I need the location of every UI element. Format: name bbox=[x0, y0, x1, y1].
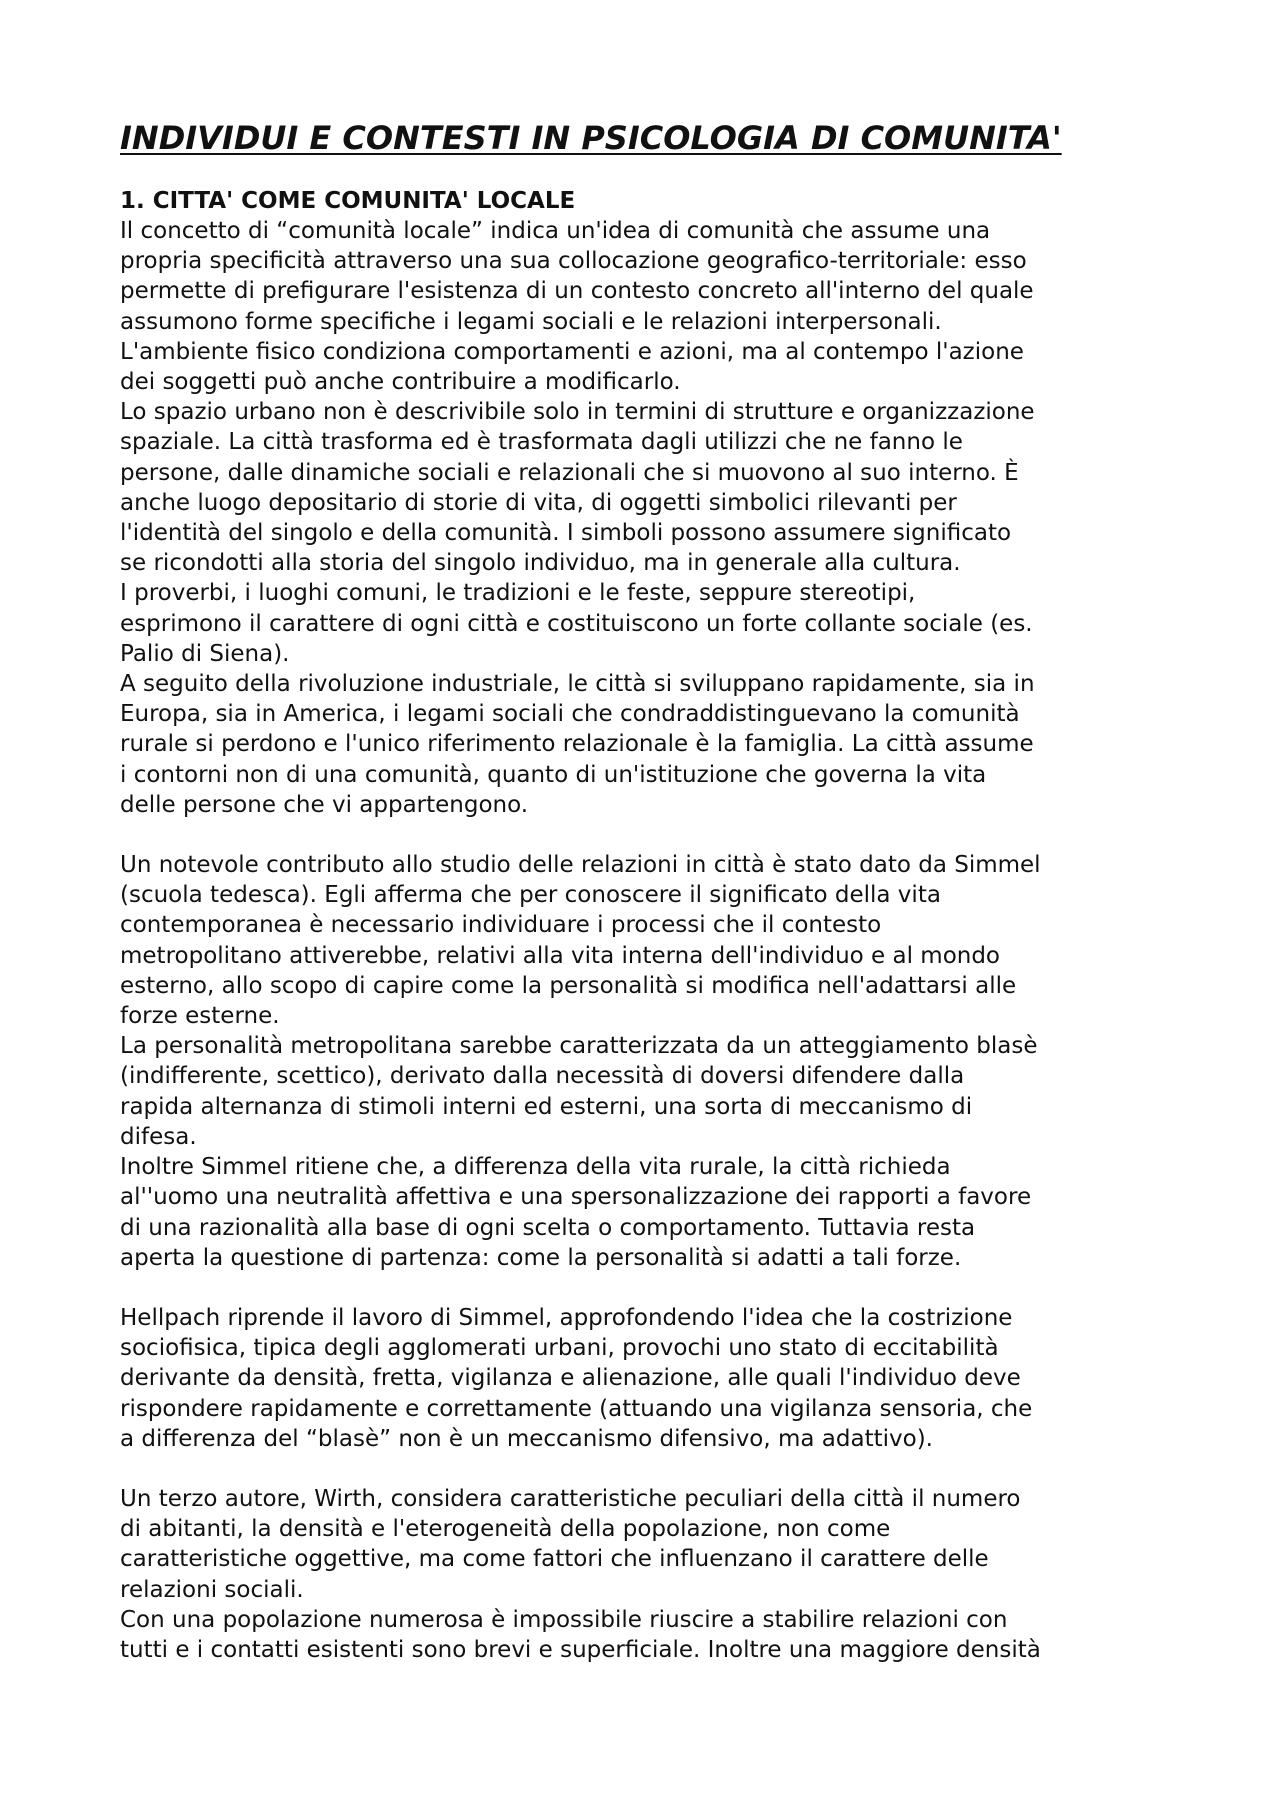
text-line: persone, dalle dinamiche sociali e relazionali che si muovono al suo interno. È bbox=[120, 459, 1019, 486]
text-line: a differenza del “blasè” non è un meccanismo difensivo, ma adattivo). bbox=[120, 1425, 933, 1452]
text-line: relazioni sociali. bbox=[120, 1576, 304, 1603]
text-line: (scuola tedesca). Egli afferma che per conoscere il significato della vita bbox=[120, 882, 941, 909]
text-line: Hellpach riprende il lavoro di Simmel, approfondendo l'idea che la costrizione bbox=[120, 1304, 1013, 1331]
text-line: metropolitano attiverebbe, relativi alla vita interna dell'individuo e al mondo bbox=[120, 942, 1001, 969]
text-line: Con una popolazione numerosa è impossibile riuscire a stabilire relazioni con bbox=[120, 1606, 1008, 1633]
text-line: al''uomo una neutralità affettiva e una spersonalizzazione dei rapporti a favore bbox=[120, 1184, 1032, 1211]
text-line: Europa, sia in America, i legami sociali che condraddistinguevano la comunità bbox=[120, 701, 1020, 728]
document-page bbox=[120, 118, 1170, 1665]
text-line: caratteristiche oggettive, ma come fattori che influenzano il carattere delle bbox=[120, 1546, 989, 1573]
text-line: derivante da densità, fretta, vigilanza e alienazione, alle quali l'individuo deve bbox=[120, 1365, 1021, 1392]
paragraph-spacer bbox=[120, 1273, 1170, 1303]
text-line: Lo spazio urbano non è descrivibile solo in termini di strutture e organizzazione bbox=[120, 399, 1035, 426]
section-heading: 1. CITTA' COME COMUNITA' LOCALE bbox=[120, 188, 576, 214]
text-line: di abitanti, la densità e l'eterogeneità della popolazione, non come bbox=[120, 1516, 891, 1543]
text-line: se ricondotti alla storia del singolo individuo, ma in generale alla cultura. bbox=[120, 550, 961, 577]
text-line: rapida alternanza di stimoli interni ed esterni, una sorta di meccanismo di bbox=[120, 1093, 973, 1120]
text-line: Palio di Siena). bbox=[120, 640, 290, 667]
document-body bbox=[120, 216, 1170, 1665]
text-line: Il concetto di “comunità locale” indica un'idea di comunità che assume una bbox=[120, 218, 991, 244]
paragraph bbox=[120, 1303, 1170, 1454]
text-line: anche luogo depositario di storie di vita, di oggetti simbolici rilevanti per bbox=[120, 489, 957, 516]
paragraph bbox=[120, 1484, 1170, 1605]
paragraph bbox=[120, 1152, 1170, 1273]
text-line: di una razionalità alla base di ogni scelta o comportamento. Tuttavia resta bbox=[120, 1214, 976, 1241]
text-line: i contorni non di una comunità, quanto di un'istituzione che governa la vita bbox=[120, 761, 987, 788]
paragraph bbox=[120, 850, 1170, 1031]
text-line: Un notevole contributo allo studio delle relazioni in città è stato dato da Simmel bbox=[120, 852, 1041, 879]
paragraph bbox=[120, 337, 1170, 397]
document-title: INDIVIDUI E CONTESTI IN PSICOLOGIA DI COMUNITA' bbox=[120, 119, 1062, 157]
text-line: Inoltre Simmel ritiene che, a differenza della vita rurale, la città richieda bbox=[120, 1154, 951, 1181]
text-line: Un terzo autore, Wirth, considera caratteristiche peculiari della città il numero bbox=[120, 1485, 1021, 1512]
text-line: aperta la questione di partenza: come la personalità si adatti a tali forze. bbox=[120, 1244, 962, 1271]
text-line: difesa. bbox=[120, 1123, 197, 1150]
text-line: esprimono il carattere di ogni città e costituiscono un forte collante sociale (es. bbox=[120, 610, 1033, 637]
text-line: L'ambiente fisico condiziona comportamenti e azioni, ma al contempo l'azione bbox=[120, 338, 1024, 365]
text-line: La personalità metropolitana sarebbe caratterizzata da un atteggiamento blasè bbox=[120, 1033, 1038, 1060]
text-line: spaziale. La città trasforma ed è trasformata dagli utilizzi che ne fanno le bbox=[120, 429, 963, 456]
text-line: A seguito della rivoluzione industriale, le città si sviluppano rapidamente, sia in bbox=[120, 671, 1035, 698]
paragraph-spacer bbox=[120, 820, 1170, 850]
text-line: permette di prefigurare l'esistenza di un contesto concreto all'interno del quale bbox=[120, 278, 1034, 305]
text-line: assumono forme specifiche i legami sociali e le relazioni interpersonali. bbox=[120, 308, 942, 335]
text-line: contemporanea è necessario individuare i processi che il contesto bbox=[120, 912, 882, 939]
text-line: tutti e i contatti esistenti sono brevi e superficiale. Inoltre una maggiore densità bbox=[120, 1636, 1041, 1663]
text-line: esterno, allo scopo di capire come la personalità si modifica nell'adattarsi alle bbox=[120, 972, 1017, 999]
paragraph bbox=[120, 578, 1170, 669]
text-line: forze esterne. bbox=[120, 1003, 280, 1030]
paragraph bbox=[120, 216, 1170, 337]
paragraph bbox=[120, 669, 1170, 820]
text-line: (indifferente, scettico), derivato dalla necessità di doversi difendere dalla bbox=[120, 1063, 965, 1090]
text-line: rurale si perdono e l'unico riferimento relazionale è la famiglia. La città assume bbox=[120, 731, 1034, 758]
paragraph bbox=[120, 397, 1170, 578]
text-line: propria specificità attraverso una sua collocazione geografico-territoriale: esso bbox=[120, 248, 1027, 275]
text-line: dei soggetti può anche contribuire a modificarlo. bbox=[120, 369, 681, 396]
paragraph-spacer bbox=[120, 1454, 1170, 1484]
text-line: delle persone che vi appartengono. bbox=[120, 791, 529, 818]
paragraph bbox=[120, 1031, 1170, 1152]
paragraph bbox=[120, 1605, 1170, 1665]
text-line: sociofisica, tipica degli agglomerati urbani, provochi uno stato di eccitabilità bbox=[120, 1335, 999, 1362]
text-line: rispondere rapidamente e correttamente (attuando una vigilanza sensoria, che bbox=[120, 1395, 1033, 1422]
text-line: I proverbi, i luoghi comuni, le tradizioni e le feste, seppure stereotipi, bbox=[120, 580, 916, 607]
text-line: l'identità del singolo e della comunità. I simboli possono assumere significato bbox=[120, 520, 1012, 547]
